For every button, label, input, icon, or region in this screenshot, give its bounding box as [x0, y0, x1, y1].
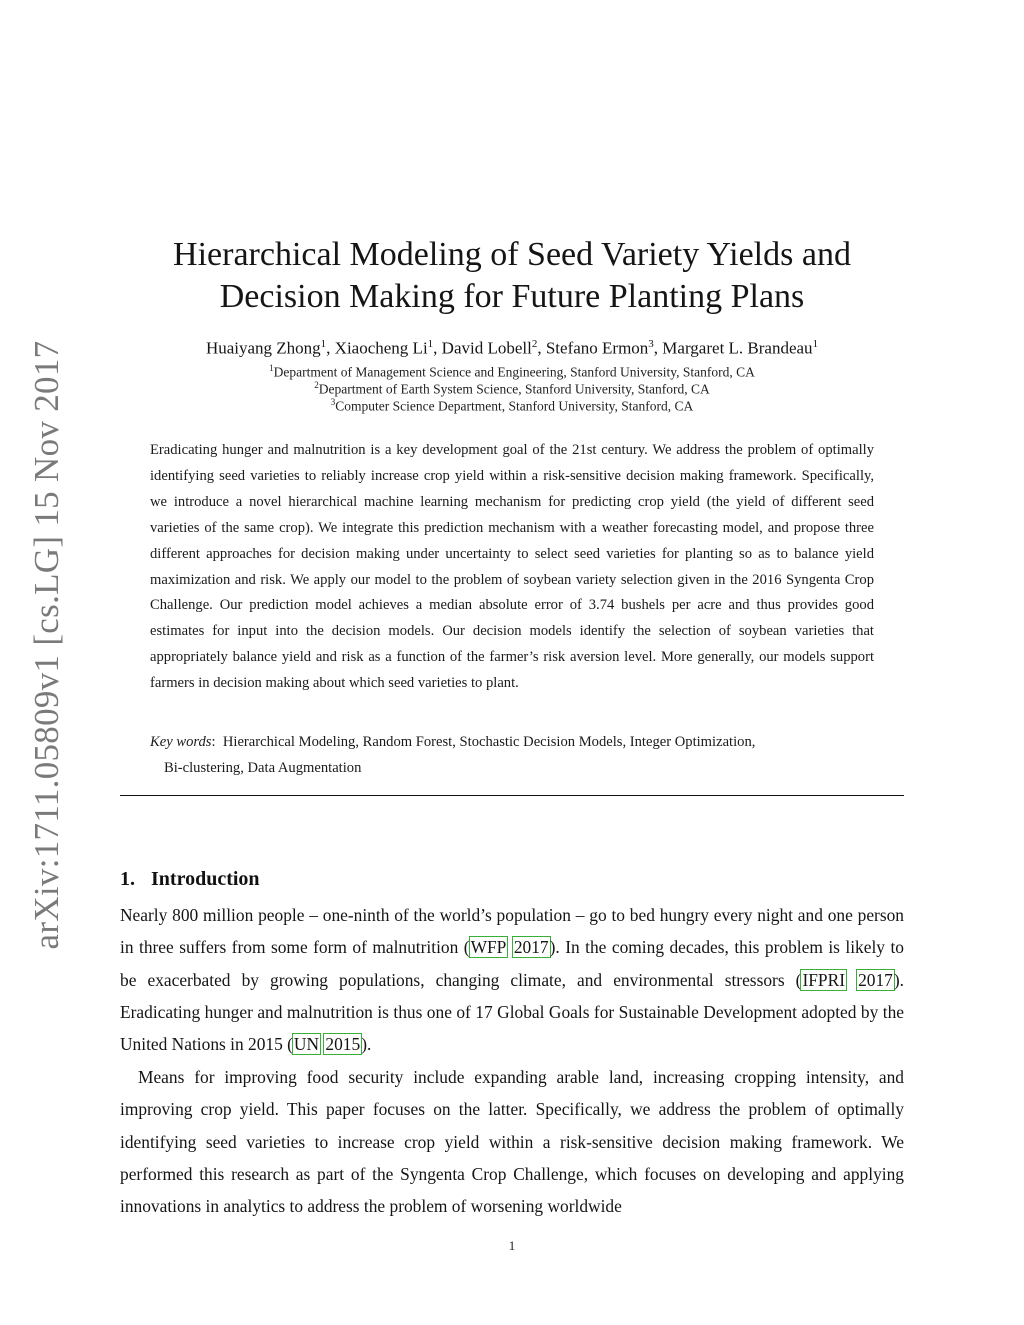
keywords-line-1: Hierarchical Modeling, Random Forest, Stochastic Decision Models, Integer Optimization, — [222, 734, 756, 750]
abstract: Eradicating hunger and malnutrition is a key development goal of the 21st century. We address the problem of optimally identifying seed varieties to reliably increase crop yield within a risk-sensitive decision making framework. Specifically, we introduce a novel hierarchical machine learning mechanism for predicting crop yield (the yield of different seed varieties of the same crop). We integrate this prediction mechanism with a weather forecasting model, and propose three different approaches for decision making under uncertainty to select seed varieties for planting so as to balance yield maximization and risk. We apply our model to the problem of soybean variety selection given in the 2016 Syngenta Crop Challenge. Our prediction model achieves a median absolute error of 3.74 bushels per acre and thus provides good estimates for input into the decision models. Our decision models identify the selection of soybean varieties that appropriately balance yield and risk as a function of the farmer’s risk aversion level. More generally, our models support farmers in decision making about which seed varieties to plant. — [150, 442, 874, 692]
citation-link-ifpri-year[interactable] — [856, 969, 895, 991]
keywords-line-2: Bi-clustering, Data Augmentation — [164, 759, 362, 776]
affiliation-2 — [0, 380, 1024, 398]
section-heading — [120, 868, 260, 891]
author-separator: , — [433, 338, 442, 358]
author-separator: , — [326, 338, 335, 358]
paragraph-text: ). — [361, 1034, 372, 1055]
author-list — [0, 338, 1024, 359]
paragraph-text: ). In the coming decades, this problem is likely to be exacerbated by growing populations, changing climate, and environmental stressors ( — [120, 937, 904, 990]
affiliation-3 — [0, 397, 1024, 415]
affiliation-mark: 3 — [330, 397, 336, 407]
citation-link-wfp[interactable] — [469, 936, 509, 958]
author-affiliation-mark: 2 — [531, 338, 538, 350]
author-affiliation-mark: 3 — [648, 338, 654, 350]
paper-title-line-1: Hierarchical Modeling of Seed Variety Yields and — [173, 236, 851, 273]
affiliation-text: Department of Earth System Science, Stanford University, Stanford, CA — [318, 381, 710, 397]
section-number: 1. — [120, 868, 135, 890]
citation-link-wfp-year[interactable] — [512, 936, 551, 958]
affiliation-mark: 1 — [269, 363, 274, 373]
author-name: Xiaocheng Li — [334, 338, 428, 358]
author-affiliation-mark: 1 — [320, 338, 327, 350]
affiliation-1 — [0, 363, 1024, 381]
paragraph-text: Nearly 800 million people – one-ninth of the world’s population – go to bed hungry every night and one person in three suffers from some form of malnutrition ( — [120, 905, 904, 958]
affiliation-mark: 2 — [314, 380, 319, 390]
intro-paragraph-1 — [120, 899, 904, 1060]
author-affiliation-mark: 1 — [427, 338, 434, 350]
citation-link-ifpri[interactable] — [800, 969, 847, 991]
citation-author: UN — [293, 1034, 320, 1055]
keywords-label: Key words — [150, 734, 212, 750]
keywords: Key words: Hierarchical Modeling, Random Forest, Stochastic Decision Models, Integer Optimization, Bi-clustering, Data Augmentation — [150, 730, 874, 782]
author-name: Margaret L. Brandeau — [662, 338, 813, 358]
intro-paragraph-2: Means for improving food security include expanding arable land, increasing cropping intensity, and improving crop yield. This paper focuses on the latter. Specifically, we address the problem of optimally identifying seed varieties to increase crop yield within a risk-sensitive decision making framework. We performed this research as part of the Syngenta Crop Challenge, which focuses on developing and applying innovations in analytics to address the problem of worsening worldwide — [120, 1067, 904, 1217]
horizontal-divider — [120, 795, 904, 796]
paper-title — [0, 234, 1024, 318]
author-separator: , — [537, 338, 546, 358]
citation-year: 2017 — [858, 969, 893, 990]
citation-link-un-year[interactable] — [323, 1033, 362, 1055]
arxiv-identifier-stamp: arXiv:1711.05809v1 [cs.LG] 15 Nov 2017 — [27, 340, 66, 950]
author-separator: , — [653, 338, 663, 358]
author-name: David Lobell — [441, 338, 532, 358]
section-title: Introduction — [151, 868, 260, 890]
affiliation-text: Computer Science Department, Stanford University, Stanford, CA — [335, 398, 694, 414]
citation-link-un[interactable] — [292, 1033, 321, 1055]
author-affiliation-mark: 1 — [812, 338, 819, 350]
affiliation-text: Department of Management Science and Engineering, Stanford University, Stanford, CA — [273, 364, 755, 380]
page-number: 1 — [508, 1238, 516, 1253]
citation-year: 2015 — [325, 1034, 361, 1055]
citation-author: IFPRI — [802, 969, 845, 990]
paper-title-line-2: Decision Making for Future Planting Plans — [219, 278, 805, 315]
author-name: Huaiyang Zhong — [205, 338, 321, 358]
citation-author: WFP — [470, 937, 507, 958]
citation-year: 2017 — [513, 937, 549, 958]
author-name: Stefano Ermon — [545, 338, 649, 358]
paragraph-text: ). Eradicating hunger and malnutrition is thus one of 17 Global Goals for Sustainable Development adopted by the United Nations in 2015 ( — [120, 969, 904, 1055]
